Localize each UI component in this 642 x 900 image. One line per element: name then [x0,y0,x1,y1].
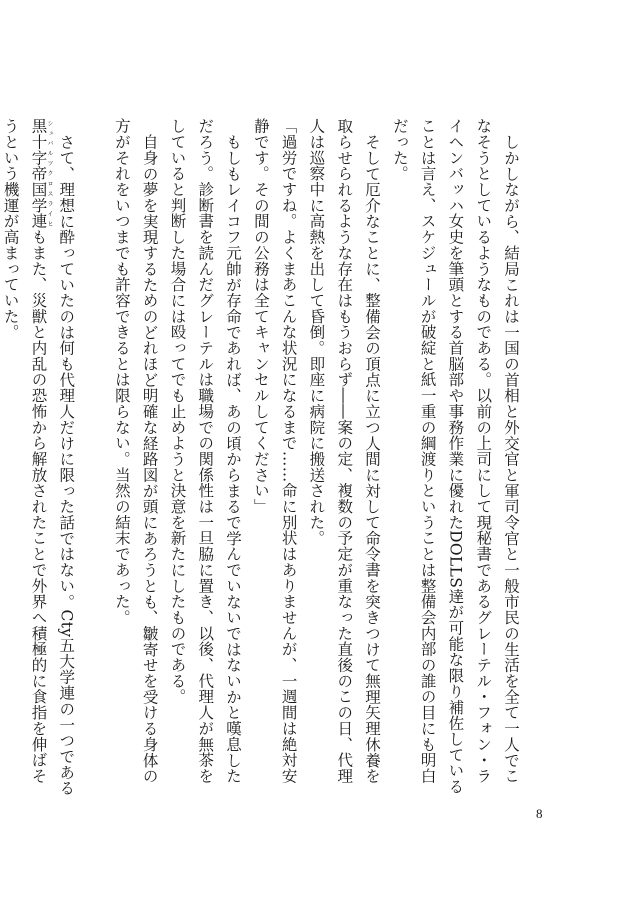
paragraph-text: もまた、災獣と内乱の恐怖から解放されたことで外界へ積極的に食指を伸ばそうという機運が高まっていた。 [1,118,48,784]
ruby-reading: シュバルツクロスライヒ [45,118,53,229]
page-number: 8 [536,806,543,821]
ruby-base: 黒十字帝国学連 [29,118,48,229]
paragraph-text: さて、理想に酔っていたのは何も代理人だけに限った話ではない。Cty五大学連の一つである [57,133,76,796]
paragraph: もしもレイコフ元帥が存命であれば、あの頃からまるで学んでいないではないかと嘆息しただろう。診断書を読んだグレーテルは職場での関係性は一旦脇に置き、以後、代理人が無茶をしていると判断した場合には殴ってでも止めようと決意を新たにしたものである。 [168,118,243,784]
ruby-annotation [29,118,53,229]
paragraph: そして厄介なことに、整備会の頂点に立つ人間に対して命令書を突きつけて無理矢理休養を取らせられるような存在はもうおらず――案の定、複数の予定が重なった直後のこの日、代理人は巡察中に高熱を出して昏倒。即座に病院に搬送された。 [307,118,382,784]
paragraph: 自身の夢を実現するためのどれほど明確な経路図が頭にあろうとも、皺寄せを受ける身体の方がそれをいつまでも許容できるとは限らない。当然の結末であった。 [112,118,159,784]
section-gap [79,118,107,798]
dialogue-paragraph: 「過労ですね。よくまあこんな状況になるまで……命に別状はありませんが、一週間は絶対安静です。その間の公務は全てキャンセルしてください」 [251,118,298,784]
page-body-text [1,118,524,798]
paragraph: しかしながら、結局これは一国の首相と外交官と軍司令官と一般市民の生活を全て一人でこなそうとしているようなものである。以前の上司にして現秘書であるグレーテル・フォン・ライヘンバッハ女史を筆頭とする首脳部や事務作業に優れたDOLLS達が可能な限り補佐していることは言え、スケジュールが破綻と紙一重の綱渡りということは整備会内部の誰の目にも明白だった。 [390,118,520,795]
paragraph-with-ruby [0,118,79,798]
